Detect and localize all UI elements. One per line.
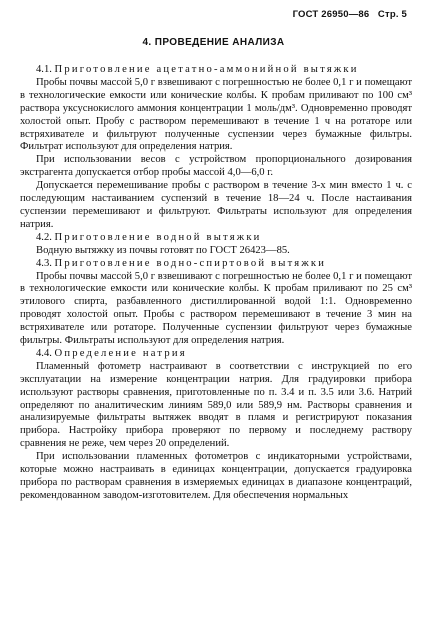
paragraph: Пробы почвы массой 5,0 г взвешивают с погрешностью не более 0,1 г и помещают в технологические емкости или конические колбы. К пробам приливают по 100 см³ раствора уксуснокислого аммония концентрации 1 моль/дм³. Одновременно проводят холостой опыт. Пробу с раствором перемешивают в течение 1 ч на ротаторе или встряхивателе и фильтруют полученные суспензии через бумажные фильтры. Фильтрат используют для определения натрия. bbox=[20, 76, 412, 153]
paragraph: Водную вытяжку из почвы готовят по ГОСТ 26423—85. bbox=[36, 244, 290, 256]
paragraph: При использовании весов с устройством пропорционального дозирования экстрагента допускается отбор пробы массой 4,0—6,0 г. bbox=[20, 154, 412, 179]
subsection-heading-4-1: 4.1. Приготовление ацетатно-аммонийной вытяжки bbox=[36, 64, 359, 75]
section-title: 4. ПРОВЕДЕНИЕ АНАЛИЗА bbox=[142, 37, 285, 48]
body-text bbox=[20, 64, 412, 503]
page-number: Стр. 5 bbox=[377, 9, 407, 20]
gost-number: ГОСТ 26950—86 bbox=[292, 9, 370, 20]
paragraph: Пробы почвы массой 5,0 г взвешивают с погрешностью не более 0,1 г и помещают в технологические емкости или конические колбы. К пробам приливают по 25 см³ этилового спирта, разбавленного дистиллированной водой 1:1. Одновременно проводят холостой опыт. Пробы с раствором перемешивают в течение 3 мин на встряхивателе или ротаторе. Полученные суспензии фильтруют через бумажные фильтры. Фильтраты используют для определения натрия. bbox=[20, 270, 412, 347]
paragraph: При использовании пламенных фотометров с индикаторными устройствами, которые можно настраивать в единицах концентрации, допускается градуировка прибора по растворам сравнения в измеряемых единицах в диапазоне концентраций, рекомендованном заводом-изготовителем. Для обеспечения нормальных bbox=[20, 451, 412, 501]
subsection-heading-4-3: 4.3. Приготовление водно-спиртовой вытяжки bbox=[36, 257, 327, 269]
page-header bbox=[293, 9, 407, 20]
subsection-heading-4-2: 4.2. Приготовление водной вытяжки bbox=[36, 231, 262, 243]
paragraph: Пламенный фотометр настраивают в соответствии с инструкцией по его эксплуатации на измерение концентрации натрия. Для градуировки прибора используют растворы сравнения, приготовленные по п. 3.4 и п. 3.5 или 3.6. Натрий определяют по аналитическим линиям 589,0 или 589,9 нм. Растворы сравнения и анализируемые фильтраты вытяжек вводят в пламя и регистрируют показания прибора. Настройку прибора проверяют по первому и последнему раствору сравнения не реже, чем через 20 определений. bbox=[20, 360, 412, 450]
paragraph: Допускается перемешивание пробы с раствором в течение 3-х мин вместо 1 ч. с последующим настаиванием суспензий в течение 18—24 ч. После настаивания суспензии перемешивают и фильтруют. Фильтраты используют для определения натрия. bbox=[20, 180, 412, 230]
subsection-heading-4-4: 4.4. Определение натрия bbox=[36, 347, 187, 359]
